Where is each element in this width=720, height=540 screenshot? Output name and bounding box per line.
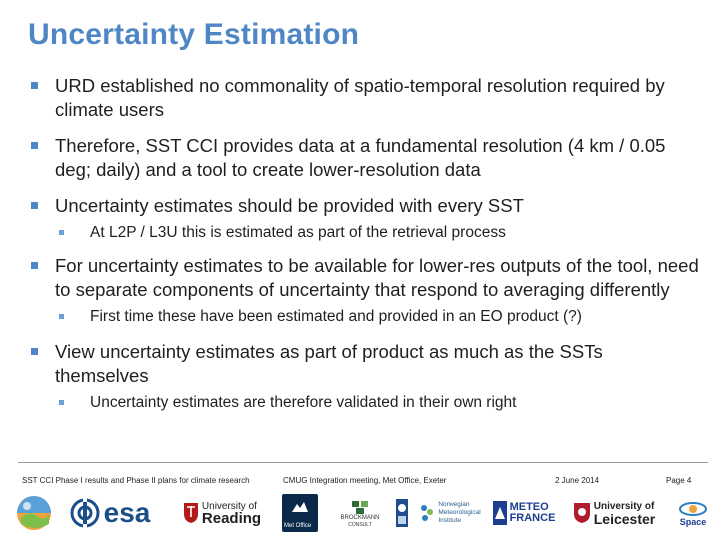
bullet-4 bbox=[30, 254, 700, 302]
footer-date: 2 June 2014 bbox=[555, 476, 600, 485]
slide-title: Uncertainty Estimation bbox=[28, 18, 360, 51]
space-connexions-logo bbox=[674, 494, 712, 532]
cci-globe-logo bbox=[14, 494, 54, 532]
footer-meeting-text: CMUG Integration meeting, Met Office, Exeter bbox=[283, 476, 447, 485]
leicester-line1: University of bbox=[593, 501, 655, 512]
met-office-logo bbox=[282, 494, 318, 532]
brockmann-line1: BROCKMANN bbox=[340, 514, 380, 521]
reading-line1: University of bbox=[201, 501, 257, 512]
sub-bullet-5-1-text: Uncertainty estimates are therefore validated in their own right bbox=[90, 394, 517, 411]
bullet-3 bbox=[30, 194, 700, 218]
sub-bullet-3-1-text: At L2P / L3U this is estimated as part of the retrieval process bbox=[90, 224, 506, 241]
leicester-line2: Leicester bbox=[593, 511, 656, 527]
bullet-2-text: Therefore, SST CCI provides data at a fundamental resolution (4 km / 0.05 deg; daily) and a tool to create lower-resolution data bbox=[55, 135, 666, 180]
bullet-5-text: View uncertainty estimates as part of product as much as the SSTs themselves bbox=[55, 341, 603, 386]
sub-bullet-3-1 bbox=[90, 222, 700, 244]
bullet-3-text: Uncertainty estimates should be provided with every SST bbox=[55, 195, 524, 216]
institution-seal-logo bbox=[394, 494, 410, 532]
bullet-2 bbox=[30, 134, 700, 182]
reading-line2: Reading bbox=[201, 510, 262, 527]
esa-wordmark: esa bbox=[103, 497, 151, 528]
reading-logo bbox=[176, 494, 268, 532]
meteo-france-line2: FRANCE bbox=[509, 512, 556, 524]
meteo-france-line1: METEO bbox=[509, 501, 549, 513]
meteo-france-logo bbox=[492, 494, 556, 532]
met-norway-line3: Institute bbox=[438, 517, 462, 524]
space-wordmark: Space bbox=[679, 516, 707, 527]
bullet-4-text: For uncertainty estimates to be available for lower-res outputs of the tool, need to separate components of uncertainty that respond to averaging differently bbox=[55, 255, 699, 300]
sub-bullet-5-1 bbox=[90, 392, 700, 414]
footer-left-text: SST CCI Phase I results and Phase II plans for climate research bbox=[22, 476, 250, 485]
sub-bullet-4-1-text: First time these have been estimated and provided in an EO product (?) bbox=[90, 308, 582, 325]
footer-divider bbox=[18, 462, 708, 463]
brockmann-line2: CONSULT bbox=[348, 521, 372, 528]
bullet-list bbox=[30, 74, 700, 414]
footer-page-number: Page 4 bbox=[666, 476, 692, 485]
met-norway-line1: Norwegian bbox=[438, 501, 470, 508]
logo-strip bbox=[14, 494, 714, 534]
leicester-logo bbox=[564, 494, 664, 532]
esa-logo bbox=[62, 494, 158, 532]
met-office-label: Met Office bbox=[284, 523, 312, 529]
bullet-1-text: URD established no commonality of spatio-temporal resolution required by climate users bbox=[55, 75, 665, 120]
met-norway-logo bbox=[416, 494, 484, 532]
brockmann-logo bbox=[332, 494, 388, 532]
sub-bullet-4-1 bbox=[90, 306, 700, 328]
met-norway-line2: Meteorological bbox=[438, 509, 481, 516]
bullet-1 bbox=[30, 74, 700, 122]
bullet-5 bbox=[30, 340, 700, 388]
